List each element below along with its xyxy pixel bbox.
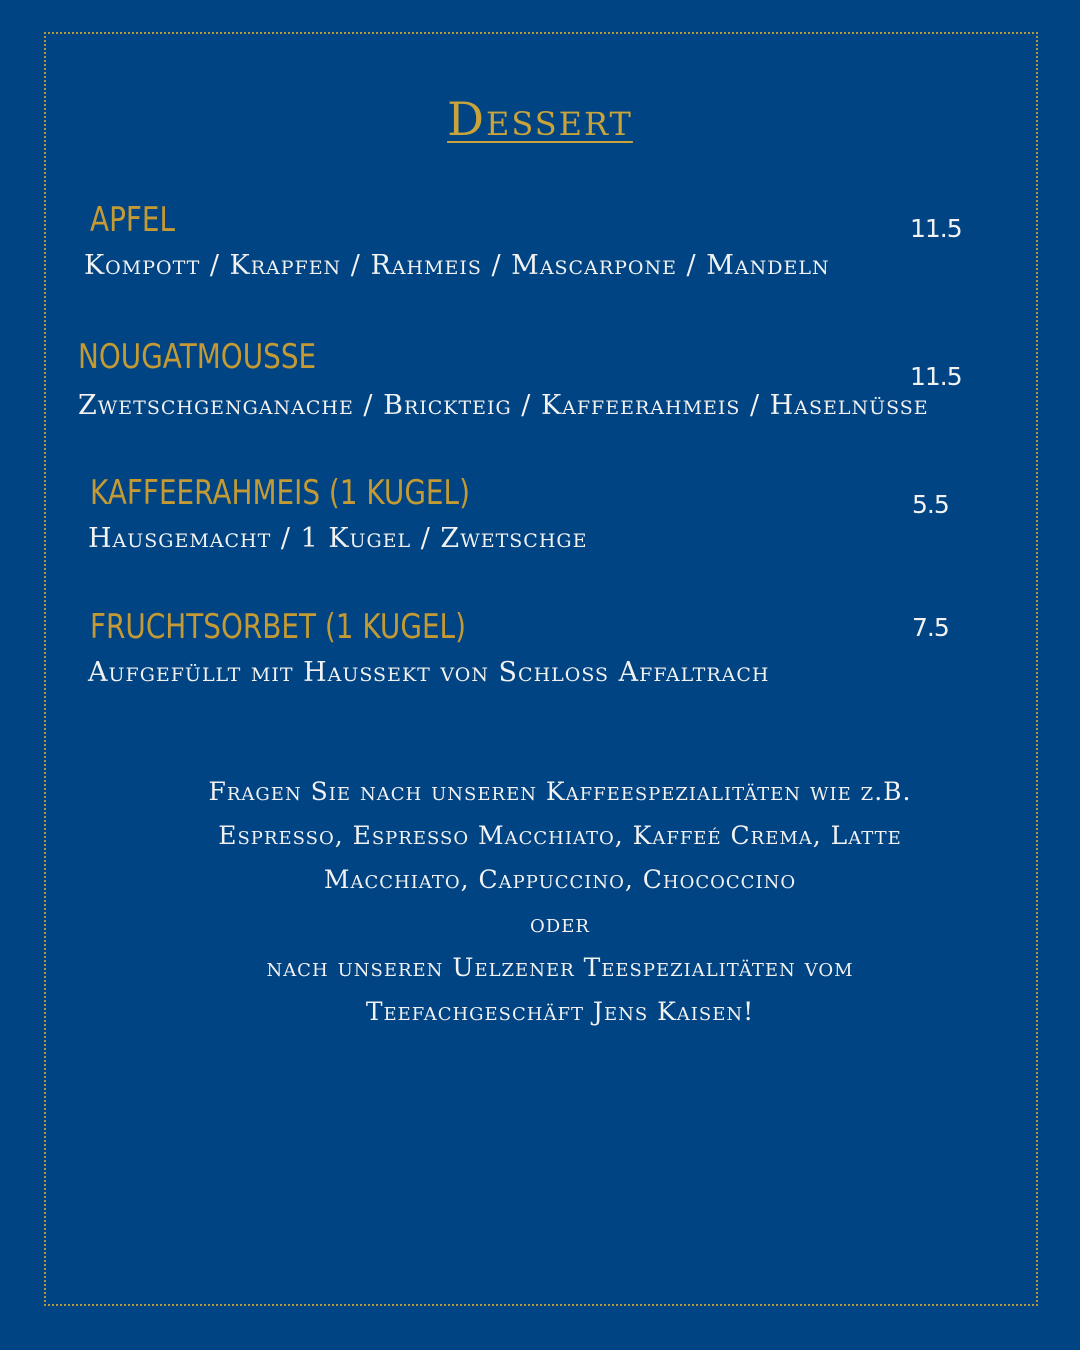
dessert-name-nougatmousse: NOUGATMOUSSE xyxy=(78,337,317,377)
note-line: nach unseren Uelzener Teespezialitäten vom xyxy=(266,953,854,982)
note-line: Teefachgeschäft Jens Kaisen! xyxy=(365,997,755,1026)
menu-title: Dessert xyxy=(447,92,633,146)
beverage-note xyxy=(150,770,970,1034)
dessert-price-kaffeerahmeis: 5.5 xyxy=(912,490,949,519)
note-line: Fragen Sie nach unseren Kaffeespezialitäten wie z.B. xyxy=(208,777,912,806)
dessert-description-fruchtsorbet: Aufgefüllt mit Haussekt von Schloss Affaltrach xyxy=(88,657,770,688)
note-line: Macchiato, Cappuccino, Chococcino xyxy=(323,865,797,894)
dessert-price-fruchtsorbet: 7.5 xyxy=(912,613,949,642)
dessert-price-nougatmousse: 11.5 xyxy=(910,362,962,391)
note-line: Espresso, Espresso Macchiato, Kaffeé Crema, Latte xyxy=(218,821,902,850)
dessert-description-nougatmousse: Zwetschgenganache / Brickteig / Kaffeerahmeis / Haselnüsse xyxy=(78,390,929,421)
dessert-name-kaffeerahmeis: KAFFEERAHMEIS (1 KUGEL) xyxy=(90,473,470,513)
dessert-name-apfel: APFEL xyxy=(90,200,176,240)
dessert-description-apfel: Kompott / Krapfen / Rahmeis / Mascarpone / Mandeln xyxy=(84,250,830,281)
dessert-price-apfel: 11.5 xyxy=(910,214,962,243)
dessert-name-fruchtsorbet: FRUCHTSORBET (1 KUGEL) xyxy=(90,607,466,647)
note-line: oder xyxy=(530,909,590,938)
dessert-description-kaffeerahmeis: Hausgemacht / 1 Kugel / Zwetschge xyxy=(88,523,588,554)
